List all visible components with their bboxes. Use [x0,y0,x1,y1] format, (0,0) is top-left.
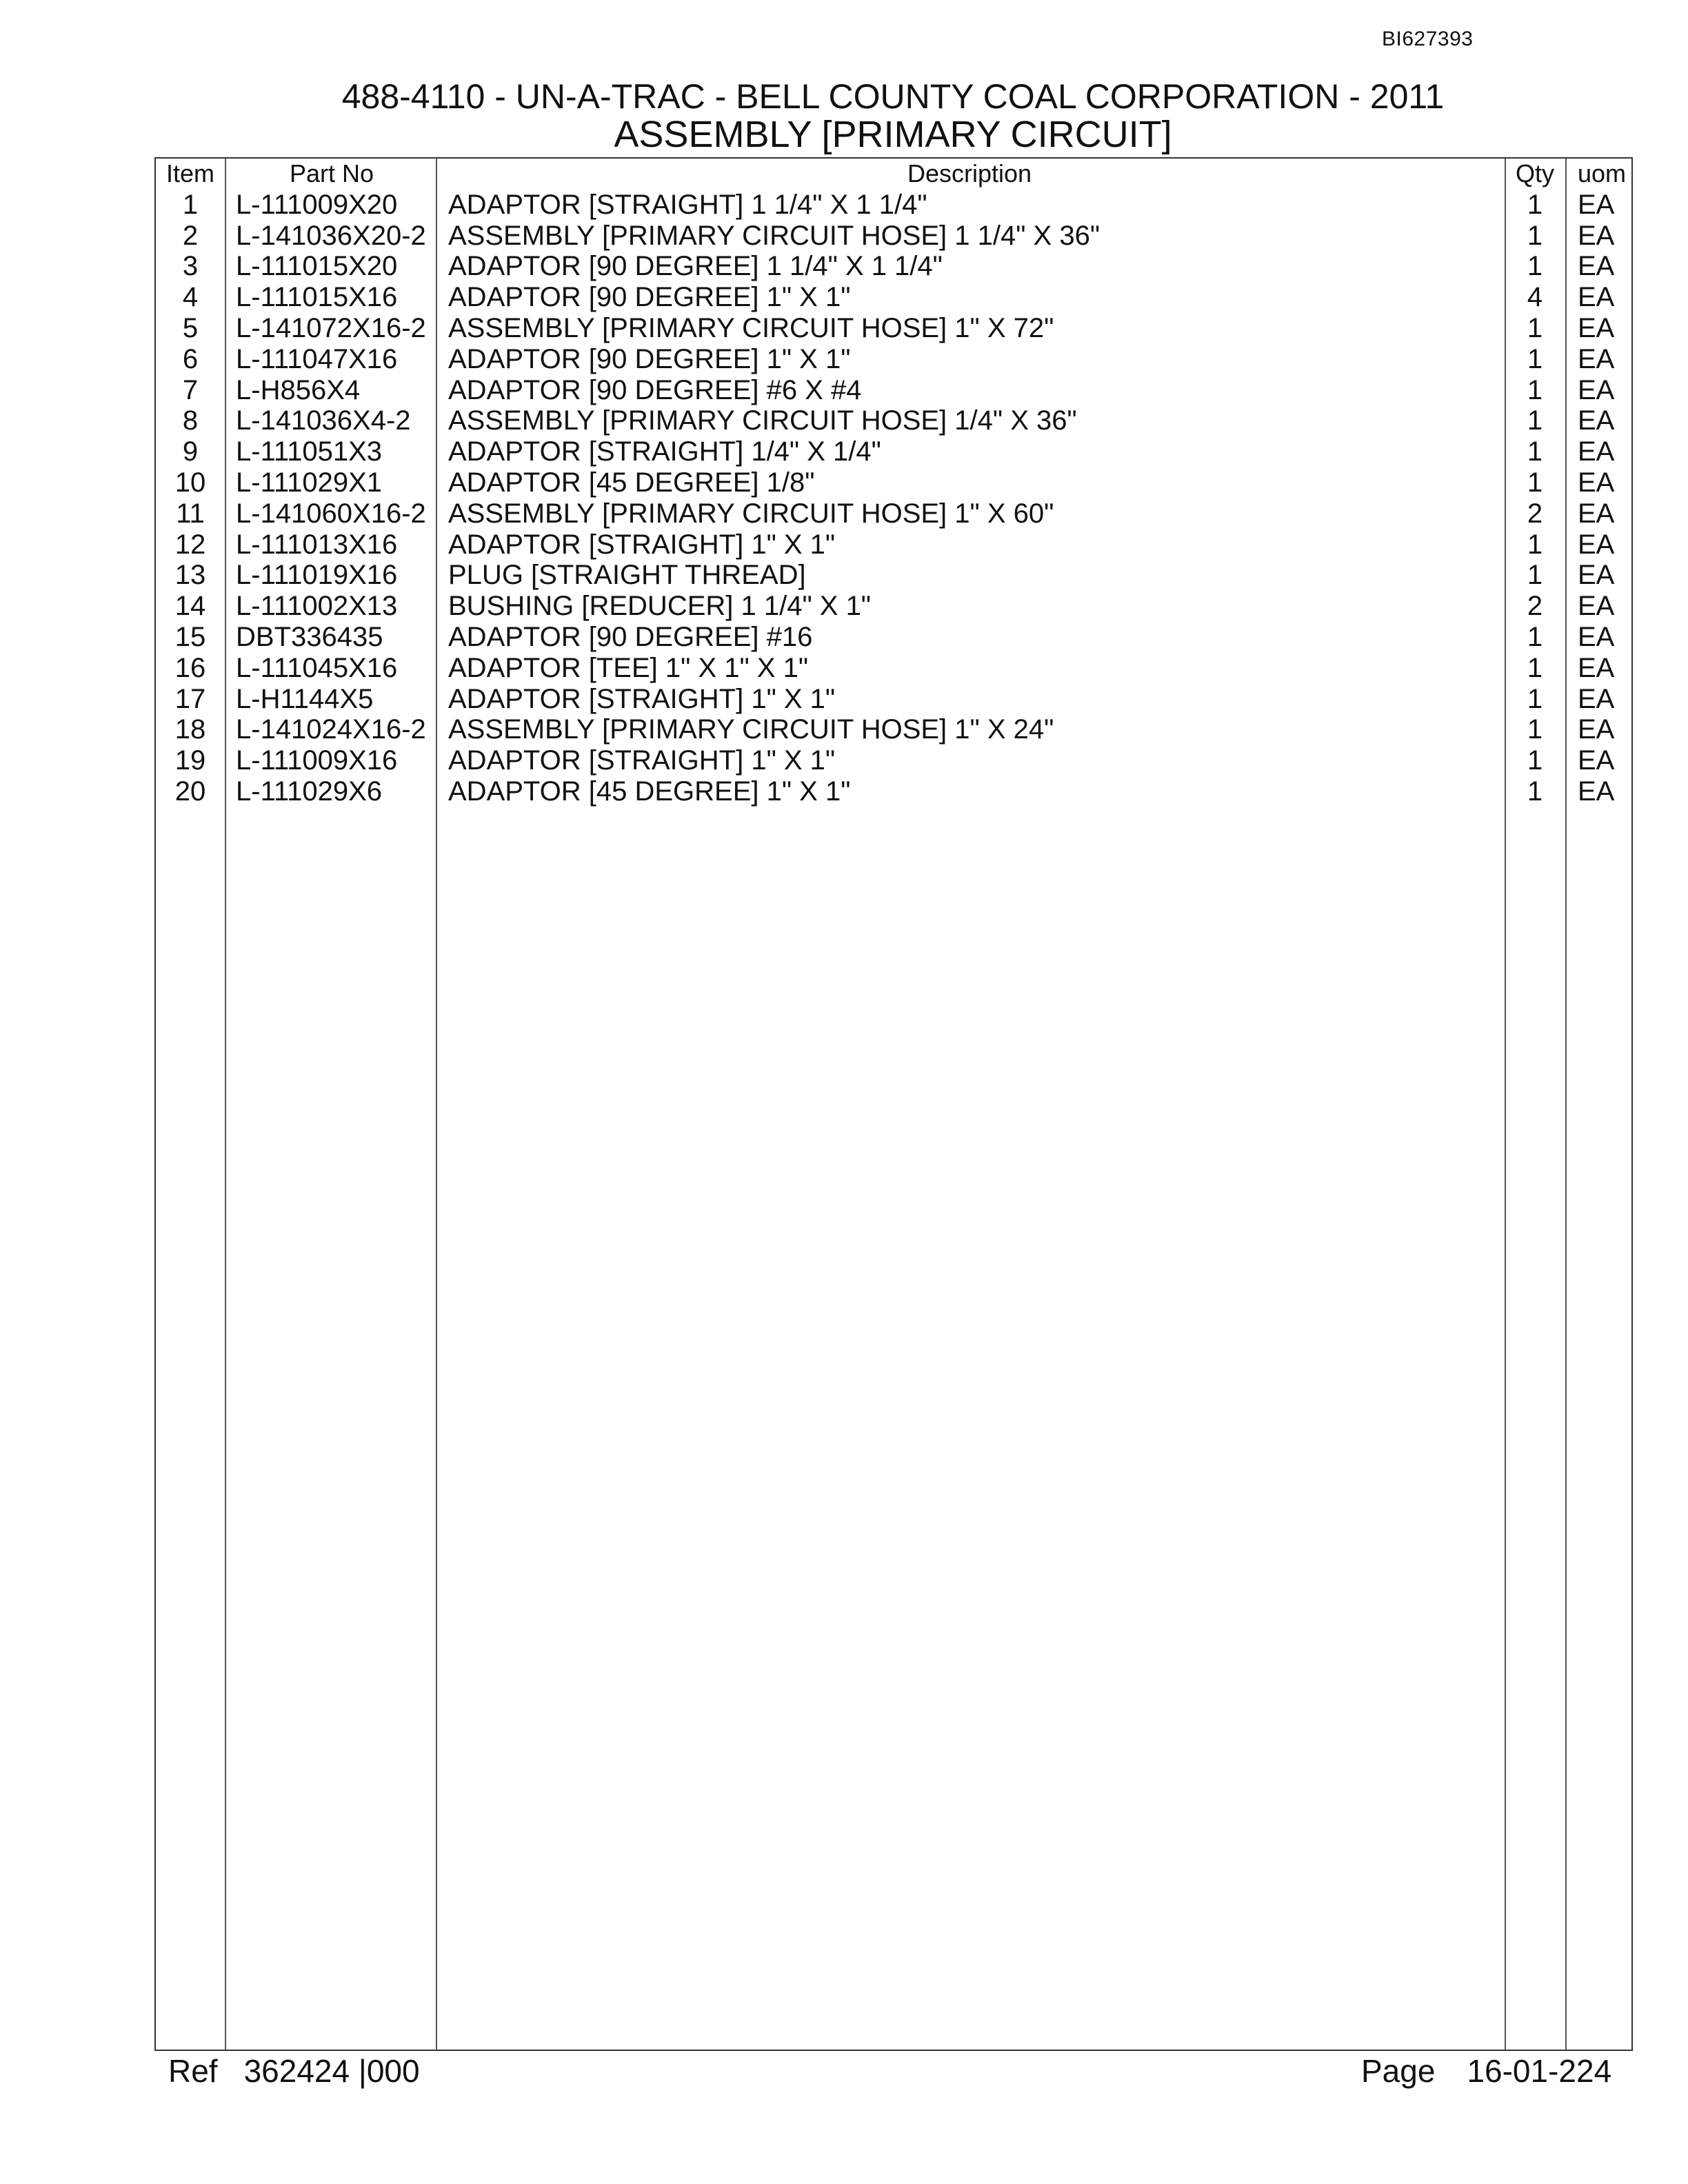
uom-cell: EA [1578,745,1615,776]
item-cell: 14 [174,591,206,622]
part-no-cell: L-111015X16 [236,282,398,313]
reference-footer [168,2052,420,2090]
description-cell: BUSHING [REDUCER] 1 1/4" X 1" [448,591,872,622]
page-label: Page [1361,2053,1436,2089]
description-cell: ADAPTOR [STRAIGHT] 1/4" X 1/4" [448,436,881,467]
uom-cell: EA [1578,560,1615,591]
qty-header: Qty [1515,159,1554,188]
item-cell: 13 [174,560,206,591]
item-column [156,159,225,807]
part-no-cell: L-141072X16-2 [236,312,426,343]
uom-cell: EA [1578,189,1615,220]
item-cell: 5 [182,312,199,343]
description-cell: ADAPTOR [90 DEGREE] #16 [448,621,813,652]
item-cell: 20 [174,776,206,807]
uom-cell: EA [1578,683,1615,714]
uom-cell: EA [1578,498,1615,529]
uom-cell: EA [1578,776,1615,807]
qty-cell: 1 [1527,436,1543,467]
uom-cell: EA [1578,405,1615,436]
description-cell: PLUG [STRAIGHT THREAD] [448,560,806,591]
description-cell: ADAPTOR [45 DEGREE] 1" X 1" [448,776,851,807]
part-no-cell: L-111015X20 [236,251,398,282]
qty-cell: 1 [1527,343,1543,374]
description-cell: ADAPTOR [90 DEGREE] 1 1/4" X 1 1/4" [448,251,943,282]
description-cell: ADAPTOR [STRAIGHT] 1" X 1" [448,745,836,776]
parts-table [154,157,1633,2051]
qty-cell: 1 [1527,251,1543,282]
item-cell: 19 [174,745,206,776]
item-cell: 7 [182,374,199,405]
description-cell: ASSEMBLY [PRIMARY CIRCUIT HOSE] 1" X 24" [448,714,1054,745]
part-no-cell: L-111047X16 [236,343,398,374]
qty-cell: 1 [1527,220,1543,251]
qty-cell: 1 [1527,652,1543,683]
uom-cell: EA [1578,652,1615,683]
uom-column [1578,159,1634,807]
item-cell: 18 [174,714,206,745]
part-no-cell: L-H1144X5 [236,683,374,714]
uom-cell: EA [1578,591,1615,622]
description-cell: ADAPTOR [TEE] 1" X 1" X 1" [448,652,809,683]
uom-cell: EA [1578,436,1615,467]
part-no-cell: L-111013X16 [236,529,398,560]
page-subtitle: ASSEMBLY [PRIMARY CIRCUIT] [614,114,1172,155]
qty-cell: 1 [1527,621,1543,652]
part-no-cell: L-141036X20-2 [236,220,426,251]
column-divider [436,159,437,2050]
item-cell: 12 [174,529,206,560]
uom-cell: EA [1578,621,1615,652]
part-no-cell: L-111045X16 [236,652,398,683]
description-column [448,159,1503,807]
part-no-cell: L-111051X3 [236,436,383,467]
qty-cell: 1 [1527,189,1543,220]
item-cell: 11 [176,498,205,529]
qty-cell: 1 [1527,683,1543,714]
qty-cell: 1 [1527,405,1543,436]
qty-cell: 1 [1527,745,1543,776]
uom-cell: EA [1578,251,1615,282]
page-footer [1361,2052,1611,2090]
item-cell: 10 [174,467,206,498]
description-cell: ADAPTOR [90 DEGREE] #6 X #4 [448,374,862,405]
document-id: BI627393 [1382,28,1474,50]
qty-cell: 1 [1527,529,1543,560]
part-no-cell: L-111002X13 [236,591,398,622]
uom-cell: EA [1578,529,1615,560]
description-cell: ASSEMBLY [PRIMARY CIRCUIT HOSE] 1" X 72" [448,312,1054,343]
qty-cell: 4 [1527,282,1543,313]
item-cell: 2 [182,220,199,251]
part-no-cell: L-141024X16-2 [236,714,426,745]
item-cell: 17 [174,683,206,714]
description-cell: ADAPTOR [90 DEGREE] 1" X 1" [448,343,851,374]
uom-cell: EA [1578,282,1615,313]
item-cell: 16 [174,652,206,683]
uom-cell: EA [1578,312,1615,343]
ref-value: 362424 |000 [243,2053,420,2089]
page-number: 16-01-224 [1467,2053,1612,2089]
description-cell: ADAPTOR [STRAIGHT] 1" X 1" [448,683,836,714]
description-cell: ASSEMBLY [PRIMARY CIRCUIT HOSE] 1" X 60" [448,498,1054,529]
part-no-cell: L-111009X20 [236,189,398,220]
part-no-cell: L-141060X16-2 [236,498,426,529]
uom-cell: EA [1578,714,1615,745]
uom-header: uom [1578,159,1627,188]
part-no-cell: L-H856X4 [236,374,361,405]
part-no-cell: L-111019X16 [236,560,398,591]
item-cell: 1 [182,189,199,220]
item-cell: 6 [182,343,199,374]
description-cell: ASSEMBLY [PRIMARY CIRCUIT HOSE] 1/4" X 36" [448,405,1077,436]
qty-cell: 1 [1527,714,1543,745]
part-no-cell: L-111009X16 [236,745,398,776]
qty-cell: 1 [1527,374,1543,405]
uom-cell: EA [1578,374,1615,405]
item-header: Item [165,159,214,188]
uom-cell: EA [1578,467,1615,498]
item-cell: 3 [182,251,199,282]
item-cell: 4 [182,282,199,313]
part-no-cell: L-111029X6 [236,776,383,807]
qty-column [1505,159,1565,807]
item-cell: 15 [174,621,206,652]
qty-cell: 1 [1527,312,1543,343]
uom-cell: EA [1578,343,1615,374]
qty-cell: 1 [1527,467,1543,498]
part-no-cell: L-111029X1 [236,467,383,498]
item-cell: 9 [182,436,199,467]
page-title: 488-4110 - UN-A-TRAC - BELL COUNTY COAL CORPORATION - 2011 [341,77,1445,116]
part-no-header: Part No [290,159,374,188]
ref-label: Ref [168,2053,218,2089]
description-cell: ASSEMBLY [PRIMARY CIRCUIT HOSE] 1 1/4" X 36" [448,220,1101,251]
qty-cell: 2 [1527,498,1543,529]
description-cell: ADAPTOR [STRAIGHT] 1" X 1" [448,529,836,560]
part-no-cell: L-141036X4-2 [236,405,411,436]
description-cell: ADAPTOR [90 DEGREE] 1" X 1" [448,282,851,313]
qty-cell: 2 [1527,591,1543,622]
qty-cell: 1 [1527,560,1543,591]
uom-cell: EA [1578,220,1615,251]
description-header: Description [907,159,1032,188]
description-cell: ADAPTOR [STRAIGHT] 1 1/4" X 1 1/4" [448,189,927,220]
column-divider [225,159,226,2050]
part-no-cell: DBT336435 [236,621,383,652]
column-divider [1565,159,1567,2050]
description-cell: ADAPTOR [45 DEGREE] 1/8" [448,467,815,498]
qty-cell: 1 [1527,776,1543,807]
part-no-column [236,159,436,807]
item-cell: 8 [182,405,199,436]
